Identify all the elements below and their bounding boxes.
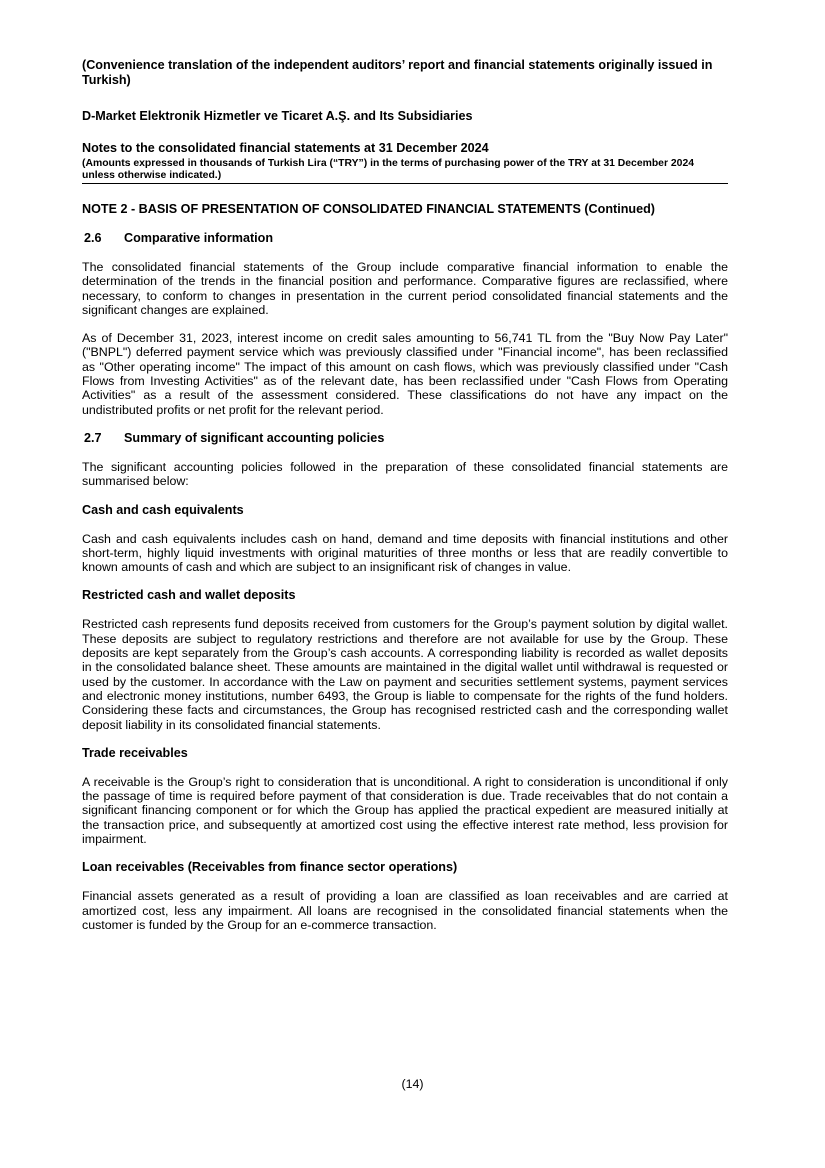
section-heading-comparative: [84, 231, 728, 246]
section-title: Summary of significant accounting policies: [124, 430, 385, 445]
paragraph: The consolidated financial statements of the Group include comparative financial information to enable the determination of the trends in the financial position and performance. Comparative figures are reclassified, where necessary, to conform to changes in presentation in the current period consolidated financial statements and the significant changes are explained.: [82, 260, 728, 317]
paragraph: The significant accounting policies followed in the preparation of these consolidated financial statements are summarised below:: [82, 459, 728, 489]
policy-heading-restricted-cash: Restricted cash and wallet deposits: [82, 588, 296, 603]
company-name: D-Market Elektronik Hizmetler ve Ticaret A.Ş. and Its Subsidiaries: [82, 109, 473, 123]
note-heading: NOTE 2 - BASIS OF PRESENTATION OF CONSOLIDATED FINANCIAL STATEMENTS (Continued): [82, 202, 656, 216]
convenience-translation-note: (Convenience translation of the independent auditors’ report and financial statements originally issued in Turkish): [82, 58, 713, 87]
policy-heading-loan-receivables: Loan receivables (Receivables from finance sector operations): [82, 860, 458, 875]
section-number: 2.6: [84, 231, 102, 245]
paragraph: Restricted cash represents fund deposits received from customers for the Group’s payment solution by digital wallet. These deposits are subject to regulatory restrictions and therefore are not available for use by the Group. These deposits are kept separately from the Group’s cash accounts. A corresponding liability is recorded as wallet deposits in the consolidated balance sheet. These amounts are maintained in the digital wallet until withdrawal is requested or used by the customer. In accordance with the Law on payment and securities settlement systems, payment services and electronic money institutions, number 6493, the Group is liable to compensate for the rights of the fund holders. Considering these facts and circumstances, the Group has recognised restricted cash and the corresponding wallet deposit liability in its consolidated financial statements.: [82, 617, 728, 732]
amounts-note: (Amounts expressed in thousands of Turkish Lira (“TRY”) in the terms of purchasing power of the TRY at 31 December 2024 unless otherwise indicated.): [82, 158, 728, 184]
section-number: 2.7: [84, 430, 102, 445]
section-heading-accounting-policies: [84, 431, 728, 446]
paragraph: Financial assets generated as a result of providing a loan are classified as loan receivables and are carried at amortized cost, less any impairment. All loans are recognised in the consolidated financial statements when the customer is funded by the Group for an e-commerce transaction.: [82, 889, 728, 932]
paragraph: As of December 31, 2023, interest income on credit sales amounting to 56,741 TL from the "Buy Now Pay Later" ("BNPL") deferred payment service which was previously classified under "Financial income", has been reclassified as "Other operating income" The impact of this amount on cash flows, which was previously classified under "Cash Flows from Investing Activities" as of the relevant date, has been reclassified under "Cash Flows from Operating Activities" as a result of the assessment considered. These classifications do not have any impact on the undistributed profits or net profit for the relevant period.: [82, 331, 728, 417]
page-number: (14): [401, 1077, 424, 1091]
document-page: [82, 58, 728, 932]
policy-heading-cash: Cash and cash equivalents: [82, 502, 244, 517]
notes-title: Notes to the consolidated financial statements at 31 December 2024: [82, 141, 489, 155]
policy-heading-trade-receivables: Trade receivables: [82, 745, 188, 760]
paragraph: Cash and cash equivalents includes cash on hand, demand and time deposits with financial institutions and other short-term, highly liquid investments with original maturities of three months or less that are readily convertible to known amounts of cash and which are subject to an insignificant risk of changes in value.: [82, 531, 728, 575]
section-title: Comparative information: [124, 231, 274, 245]
paragraph: A receivable is the Group’s right to consideration that is unconditional. A right to consideration is unconditional if only the passage of time is required before payment of that consideration is due. Trade receivables that do not contain a significant financing component or for which the Group has applied the practical expedient are measured initially at the transaction price, and subsequently at amortized cost using the effective interest rate method, less provision for impairment.: [82, 774, 728, 847]
